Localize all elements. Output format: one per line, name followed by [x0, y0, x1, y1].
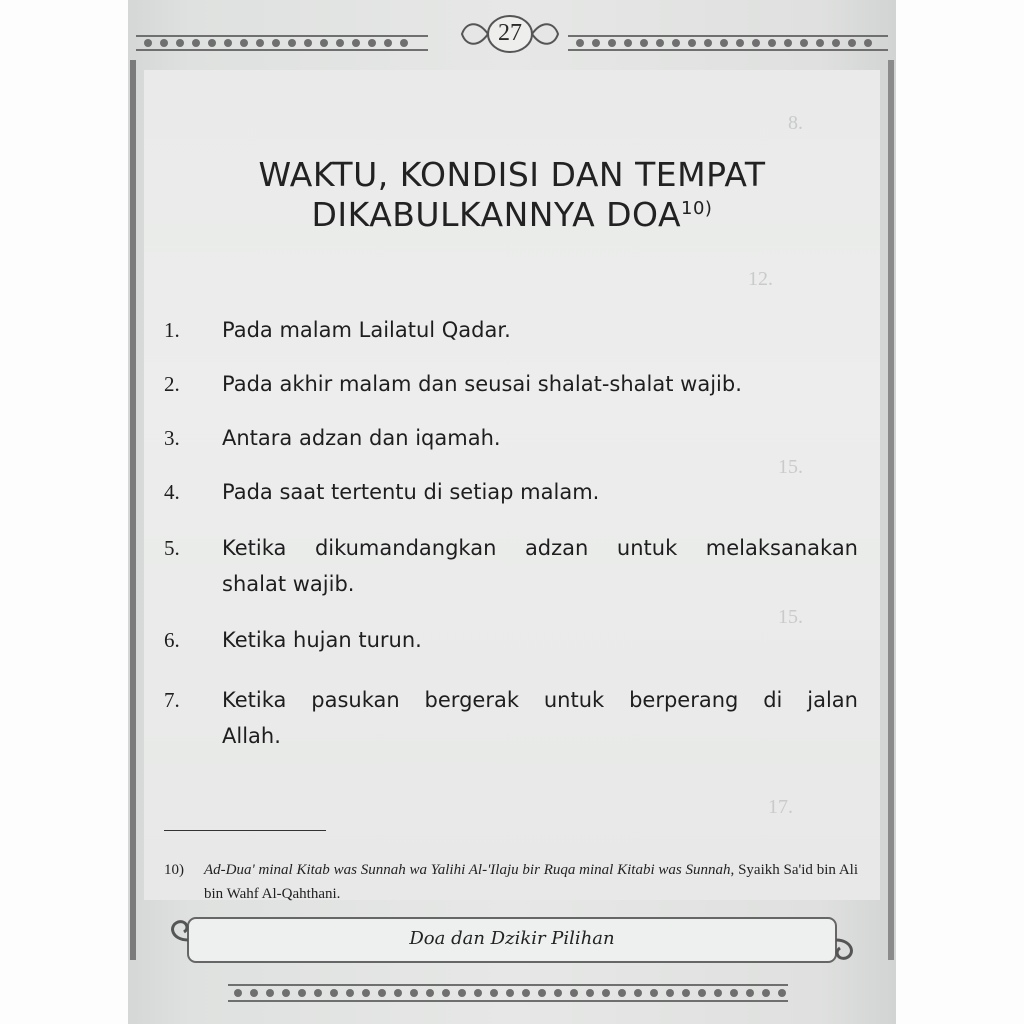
footnote-number: 10)	[164, 862, 184, 878]
book-page: 27 8. 12. 15. 15. 17. WAKTU, KONDISI DAN TEMPAT DIKABULKANNYA DOA$^{10)}$ 1. Pada malam Lailatul Qadar. 2. Pada akhir malam dan seusai shalat-shalat wajib. 3. Antara adzan dan iqamah. 4. Pada saat tertentu di setiap malam. 5. Ketika dikumandangkan adzan untuk melaksanakan shalat wajib. 6. Ketika hujan turun. 7. Ketika pasukan bergerak untuk berperang di jalan Allah. 10) Ad-Dua' minal Kitab was Sunnah wa Yalihi Al-'Ilaju bir Ruqa minal Kitabi was Sunnah, Syaikh Sa'id bin Ali bin Wahf Al-Qahthani. Doa dan Dzikir Pilihan	[128, 0, 896, 1024]
item-text	[222, 530, 858, 602]
item-text-line-1: Ketika pasukan bergerak untuk berperang di jalan	[222, 688, 858, 712]
footer-banner	[168, 914, 856, 966]
page-title-line-1: WAKTU, KONDISI DAN TEMPAT	[258, 155, 766, 194]
item-number: 2.	[164, 372, 180, 396]
item-number: 1.	[164, 318, 180, 342]
footnote-divider	[164, 830, 326, 831]
item-text: Antara adzan dan iqamah.	[222, 426, 501, 450]
item-text: Pada saat tertentu di setiap malam.	[222, 480, 600, 504]
item-text-line-2: shalat wajib.	[222, 572, 355, 596]
book-title-footer: Doa dan Dzikir Pilihan	[409, 928, 615, 949]
item-number: 5.	[164, 536, 180, 560]
page-title-line-2	[128, 195, 896, 234]
item-number: 4.	[164, 480, 180, 504]
item-number: 7.	[164, 688, 180, 712]
right-border	[884, 60, 896, 960]
footnote-text	[204, 858, 858, 906]
item-text-line-2: Allah.	[222, 724, 281, 748]
page-number: 27	[498, 20, 522, 46]
footnote-author: , Syaikh Sa'id bin Ali bin Wahf Al-Qahthani.	[204, 862, 858, 902]
left-border	[128, 60, 140, 960]
title-text: DIKABULKANNYA DOA	[311, 195, 682, 234]
item-text	[222, 682, 858, 754]
title-footnote-ref: 10)	[681, 198, 713, 219]
bottom-ornament-border	[128, 975, 896, 1015]
item-text: Ketika hujan turun.	[222, 628, 422, 652]
item-text: Pada malam Lailatul Qadar.	[222, 318, 511, 342]
item-number: 3.	[164, 426, 180, 450]
item-text-line-1: Ketika dikumandangkan adzan untuk melaksanakan	[222, 536, 858, 560]
page-number-medallion	[460, 12, 560, 56]
item-text: Pada akhir malam dan seusai shalat-shalat wajib.	[222, 372, 742, 396]
item-number: 6.	[164, 628, 180, 652]
footnote-book-title: Ad-Dua' minal Kitab was Sunnah wa Yalihi Al-'Ilaju bir Ruqa minal Kitabi was Sunnah	[204, 862, 731, 878]
